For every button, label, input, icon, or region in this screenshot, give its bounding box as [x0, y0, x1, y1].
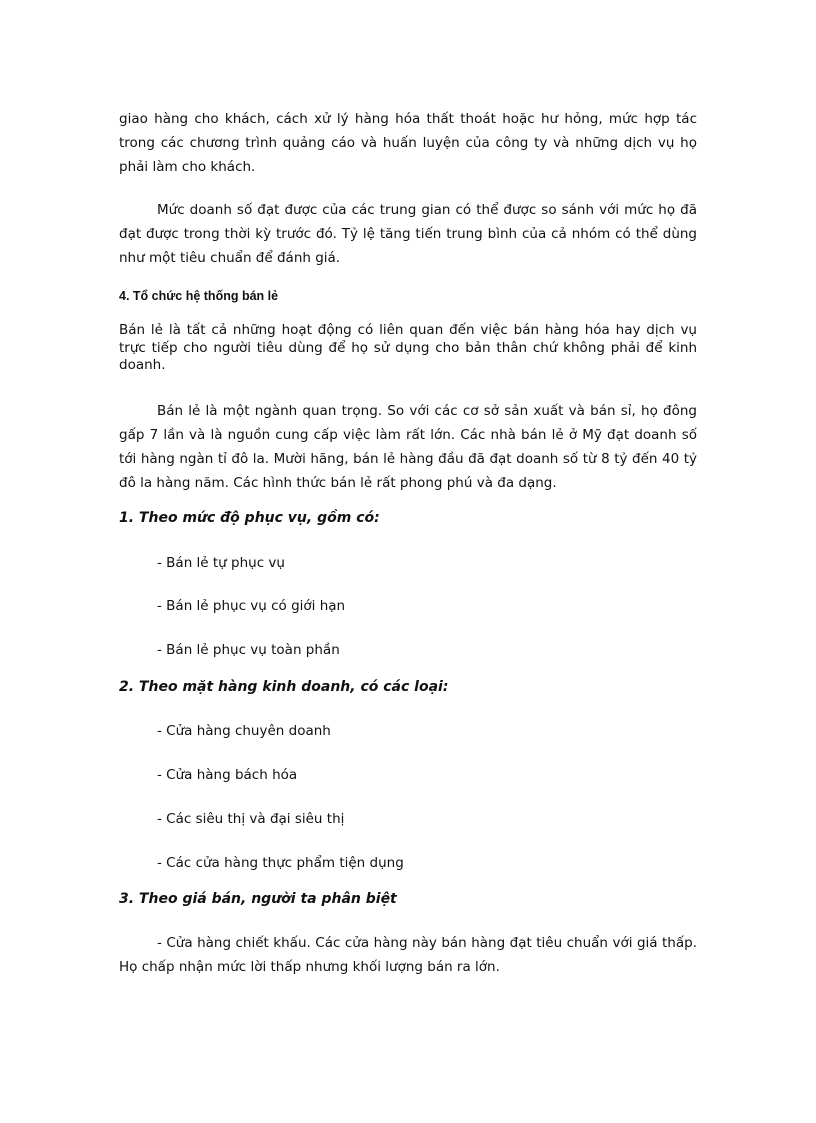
section-heading-retail-system: 4. Tổ chức hệ thống bán lẻ [119, 289, 279, 303]
paragraph-retail-importance: Bán lẻ là một ngành quan trọng. So với các cơ sở sản xuất và bán sỉ, họ đông gấp 7 lần và là nguồn cung cấp việc làm rất lớn. Các nhà bán lẻ ở Mỹ đạt doanh số tới hàng ngàn tỉ đô la. Mười hãng, bán lẻ hàng đầu đã đạt doanh số từ 8 tỷ đến 40 tỷ đô la hàng năm. Các hình thức bán lẻ rất phong phú và đa dạng. [119, 403, 697, 491]
list-item: - Bán lẻ tự phục vụ [157, 555, 285, 571]
subheading-merchandise: 2. Theo mặt hàng kinh doanh, có các loại: [119, 679, 449, 695]
paragraph-intro-continuation: giao hàng cho khách, cách xử lý hàng hóa thất thoát hoặc hư hỏng, mức hợp tác trong các chương trình quảng cáo và huấn luyện của công ty và những dịch vụ họ phải làm cho khách. [119, 111, 697, 175]
subheading-service-level: 1. Theo mức độ phục vụ, gồm có: [119, 510, 380, 526]
list-item: - Cửa hàng chuyên doanh [157, 723, 331, 739]
paragraph-retail-definition: Bán lẻ là tất cả những hoạt động có liên quan đến việc bán hàng hóa hay dịch vụ trực tiếp cho người tiêu dùng để họ sử dụng cho bản thân chứ không phải để kinh doanh. [119, 322, 697, 373]
paragraph-sales-comparison: Mức doanh số đạt được của các trung gian có thể được so sánh với mức họ đã đạt được trong thời kỳ trước đó. Tỷ lệ tăng tiến trung bình của cả nhóm có thể dùng như một tiêu chuẩn để đánh giá. [119, 202, 697, 266]
list-item: - Bán lẻ phục vụ có giới hạn [157, 598, 346, 614]
list-item: - Bán lẻ phục vụ toàn phần [157, 642, 340, 658]
list-item: - Các cửa hàng thực phẩm tiện dụng [157, 855, 404, 871]
paragraph-discount-store: - Cửa hàng chiết khấu. Các cửa hàng này bán hàng đạt tiêu chuẩn với giá thấp. Họ chấp nhận mức lời thấp nhưng khối lượng bán ra lớn. [119, 935, 697, 975]
list-item: - Cửa hàng bách hóa [157, 767, 298, 783]
list-item: - Các siêu thị và đại siêu thị [157, 811, 345, 827]
subheading-price: 3. Theo giá bán, người ta phân biệt [119, 891, 397, 907]
